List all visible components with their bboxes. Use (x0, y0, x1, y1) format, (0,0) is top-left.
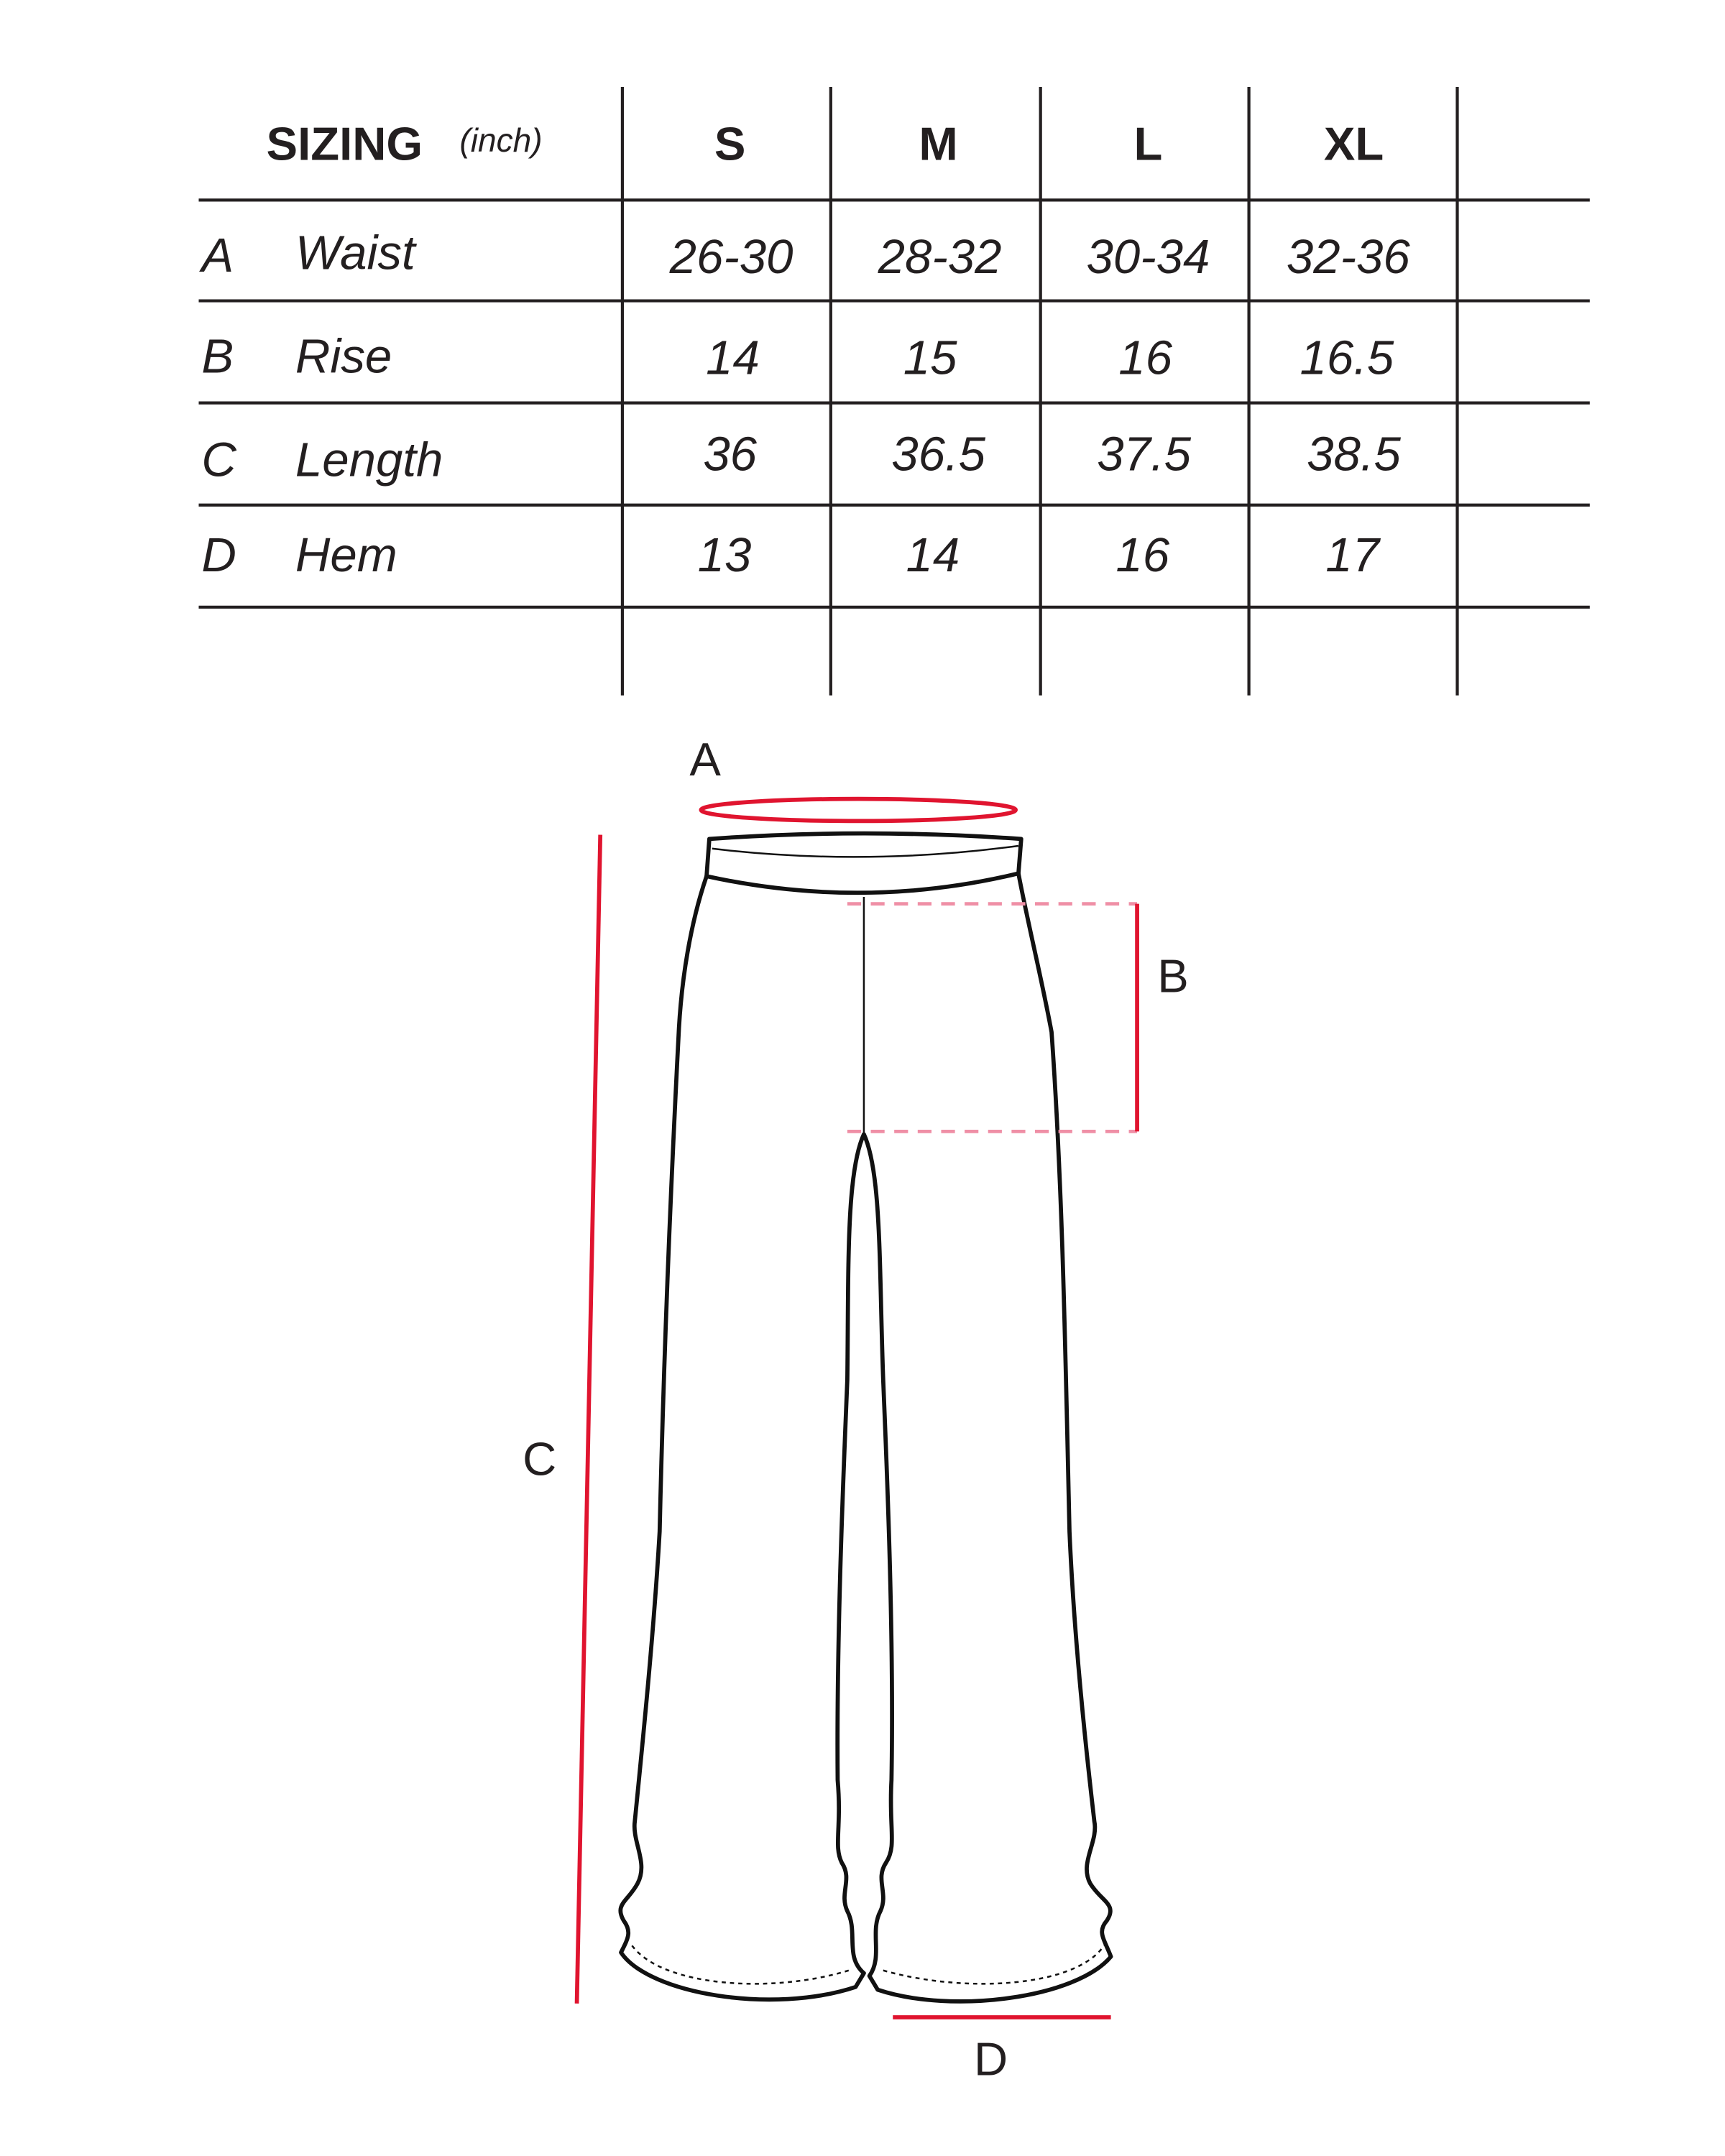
size-header-m: M (919, 117, 958, 170)
cell-s: 36 (703, 427, 758, 482)
label-d: D (973, 2032, 1008, 2086)
cell-m: 28-32 (878, 230, 1002, 285)
cell-xl: 16.5 (1300, 331, 1394, 385)
table-unit: (inch) (459, 121, 543, 160)
table-row-hem (201, 528, 1381, 582)
label-b: B (1157, 949, 1189, 1003)
row-label: Rise (295, 329, 392, 384)
cell-xl: 38.5 (1307, 427, 1401, 482)
row-label: Hem (295, 528, 397, 582)
table-row-rise (201, 329, 1394, 384)
cell-m: 15 (903, 331, 957, 385)
cell-xl: 17 (1325, 528, 1379, 582)
size-header-s: S (714, 117, 746, 170)
label-c: C (523, 1432, 557, 1485)
waistband (707, 834, 1021, 893)
table-title: SIZING (266, 117, 423, 170)
cell-s: 26-30 (669, 230, 794, 285)
waist-measure-ellipse (701, 799, 1016, 821)
length-measure-line (577, 835, 601, 2004)
row-label: Length (295, 433, 443, 487)
cell-l: 16 (1118, 331, 1172, 385)
cell-s: 13 (697, 528, 752, 582)
cell-l: 37.5 (1097, 427, 1192, 482)
label-a: A (689, 733, 721, 786)
cell-l: 16 (1116, 528, 1170, 582)
row-letter: A (201, 229, 234, 283)
pants-diagram (620, 834, 1110, 2001)
pants-outline (620, 873, 1110, 2001)
table-grid-lines (198, 87, 1589, 696)
table-row-length (201, 428, 1401, 487)
sizing-table (198, 87, 1590, 696)
row-letter: D (201, 528, 236, 582)
size-header-xl: XL (1323, 117, 1384, 170)
row-label: Waist (295, 226, 415, 280)
cell-m: 14 (906, 528, 960, 582)
row-letter: C (201, 433, 236, 487)
cell-m: 36.5 (891, 427, 985, 482)
cell-s: 14 (706, 331, 760, 385)
row-letter: B (201, 329, 234, 384)
size-header-l: L (1133, 117, 1163, 170)
table-row-waist (198, 226, 1410, 284)
cell-xl: 32-36 (1286, 230, 1410, 285)
cell-l: 30-34 (1086, 230, 1210, 285)
